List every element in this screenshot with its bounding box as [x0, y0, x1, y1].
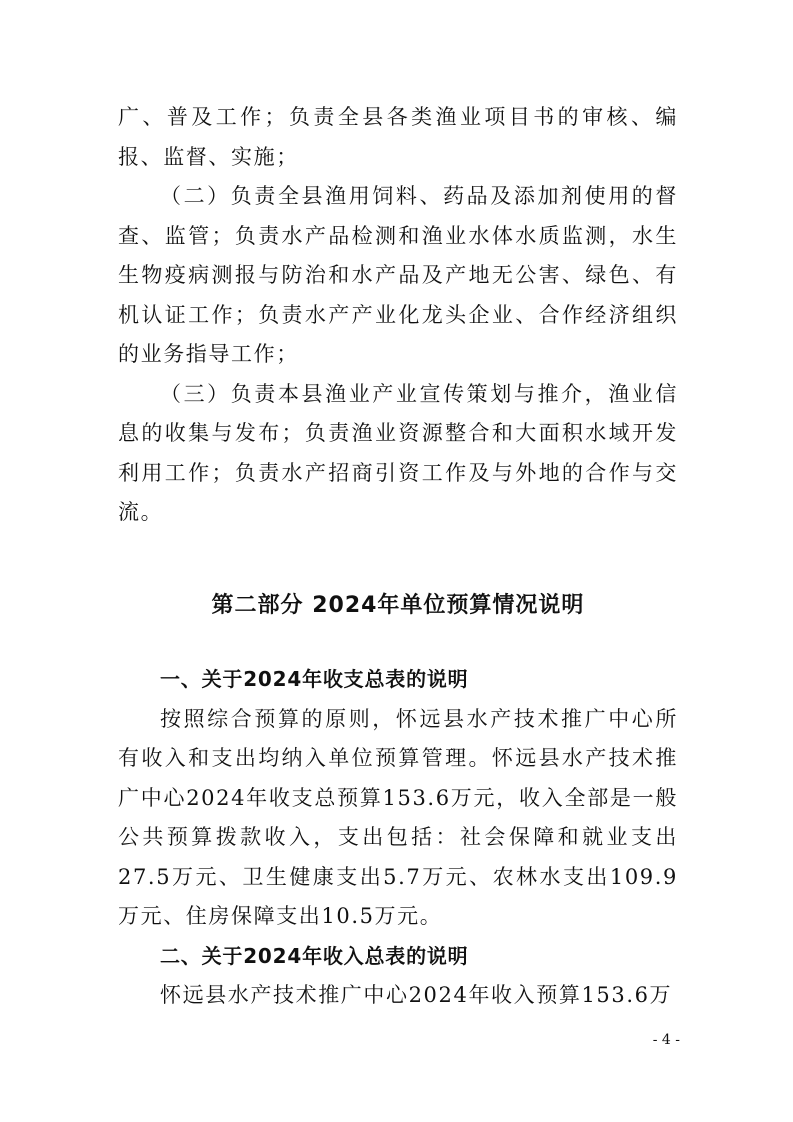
section-heading-1: 一、关于2024年收支总表的说明: [160, 667, 469, 691]
part-title: 第二部分 2024年单位预算情况说明: [211, 593, 585, 618]
section-text-1: 按照综合预算的原则，怀远县水产技术推广中心所有收入和支出均纳入单位预算管理。怀远县水产技术推广中心2024年收支总预算153.6万元，收入全部是一般公共预算拨款收入，支出包括：社会保障和就业支出27.5万元、卫生健康支出5.7万元、农林水支出109.9万元、住房保障支出10.5万元。: [118, 706, 678, 928]
section-text-2: 怀远县水产技术推广中心2024年收入预算153.6万: [160, 983, 673, 1007]
section-heading-2: 二、关于2024年收入总表的说明: [160, 943, 469, 968]
paragraph-item-3: （三）负责本县渔业产业宣传策划与推介，渔业信息的收集与发布；负责渔业资源整合和大面积水域开发利用工作；负责水产招商引资工作及与外地的合作与交流。: [118, 381, 678, 524]
paragraph-continued: 广、普及工作；负责全县各类渔业项目书的审核、编报、监督、实施；: [118, 105, 678, 169]
paragraph-item-2: （二）负责全县渔用饲料、药品及添加剂使用的督查、监管；负责水产品检测和渔业水体水质监测，水生生物疫病测报与防治和水产品及产地无公害、绿色、有机认证工作；负责水产产业化龙头企业、合作经济组织的业务指导工作；: [118, 184, 678, 366]
budget-sections: [118, 660, 678, 1016]
page-number: - 4 -: [652, 1032, 680, 1048]
continuation-text: [118, 98, 678, 533]
